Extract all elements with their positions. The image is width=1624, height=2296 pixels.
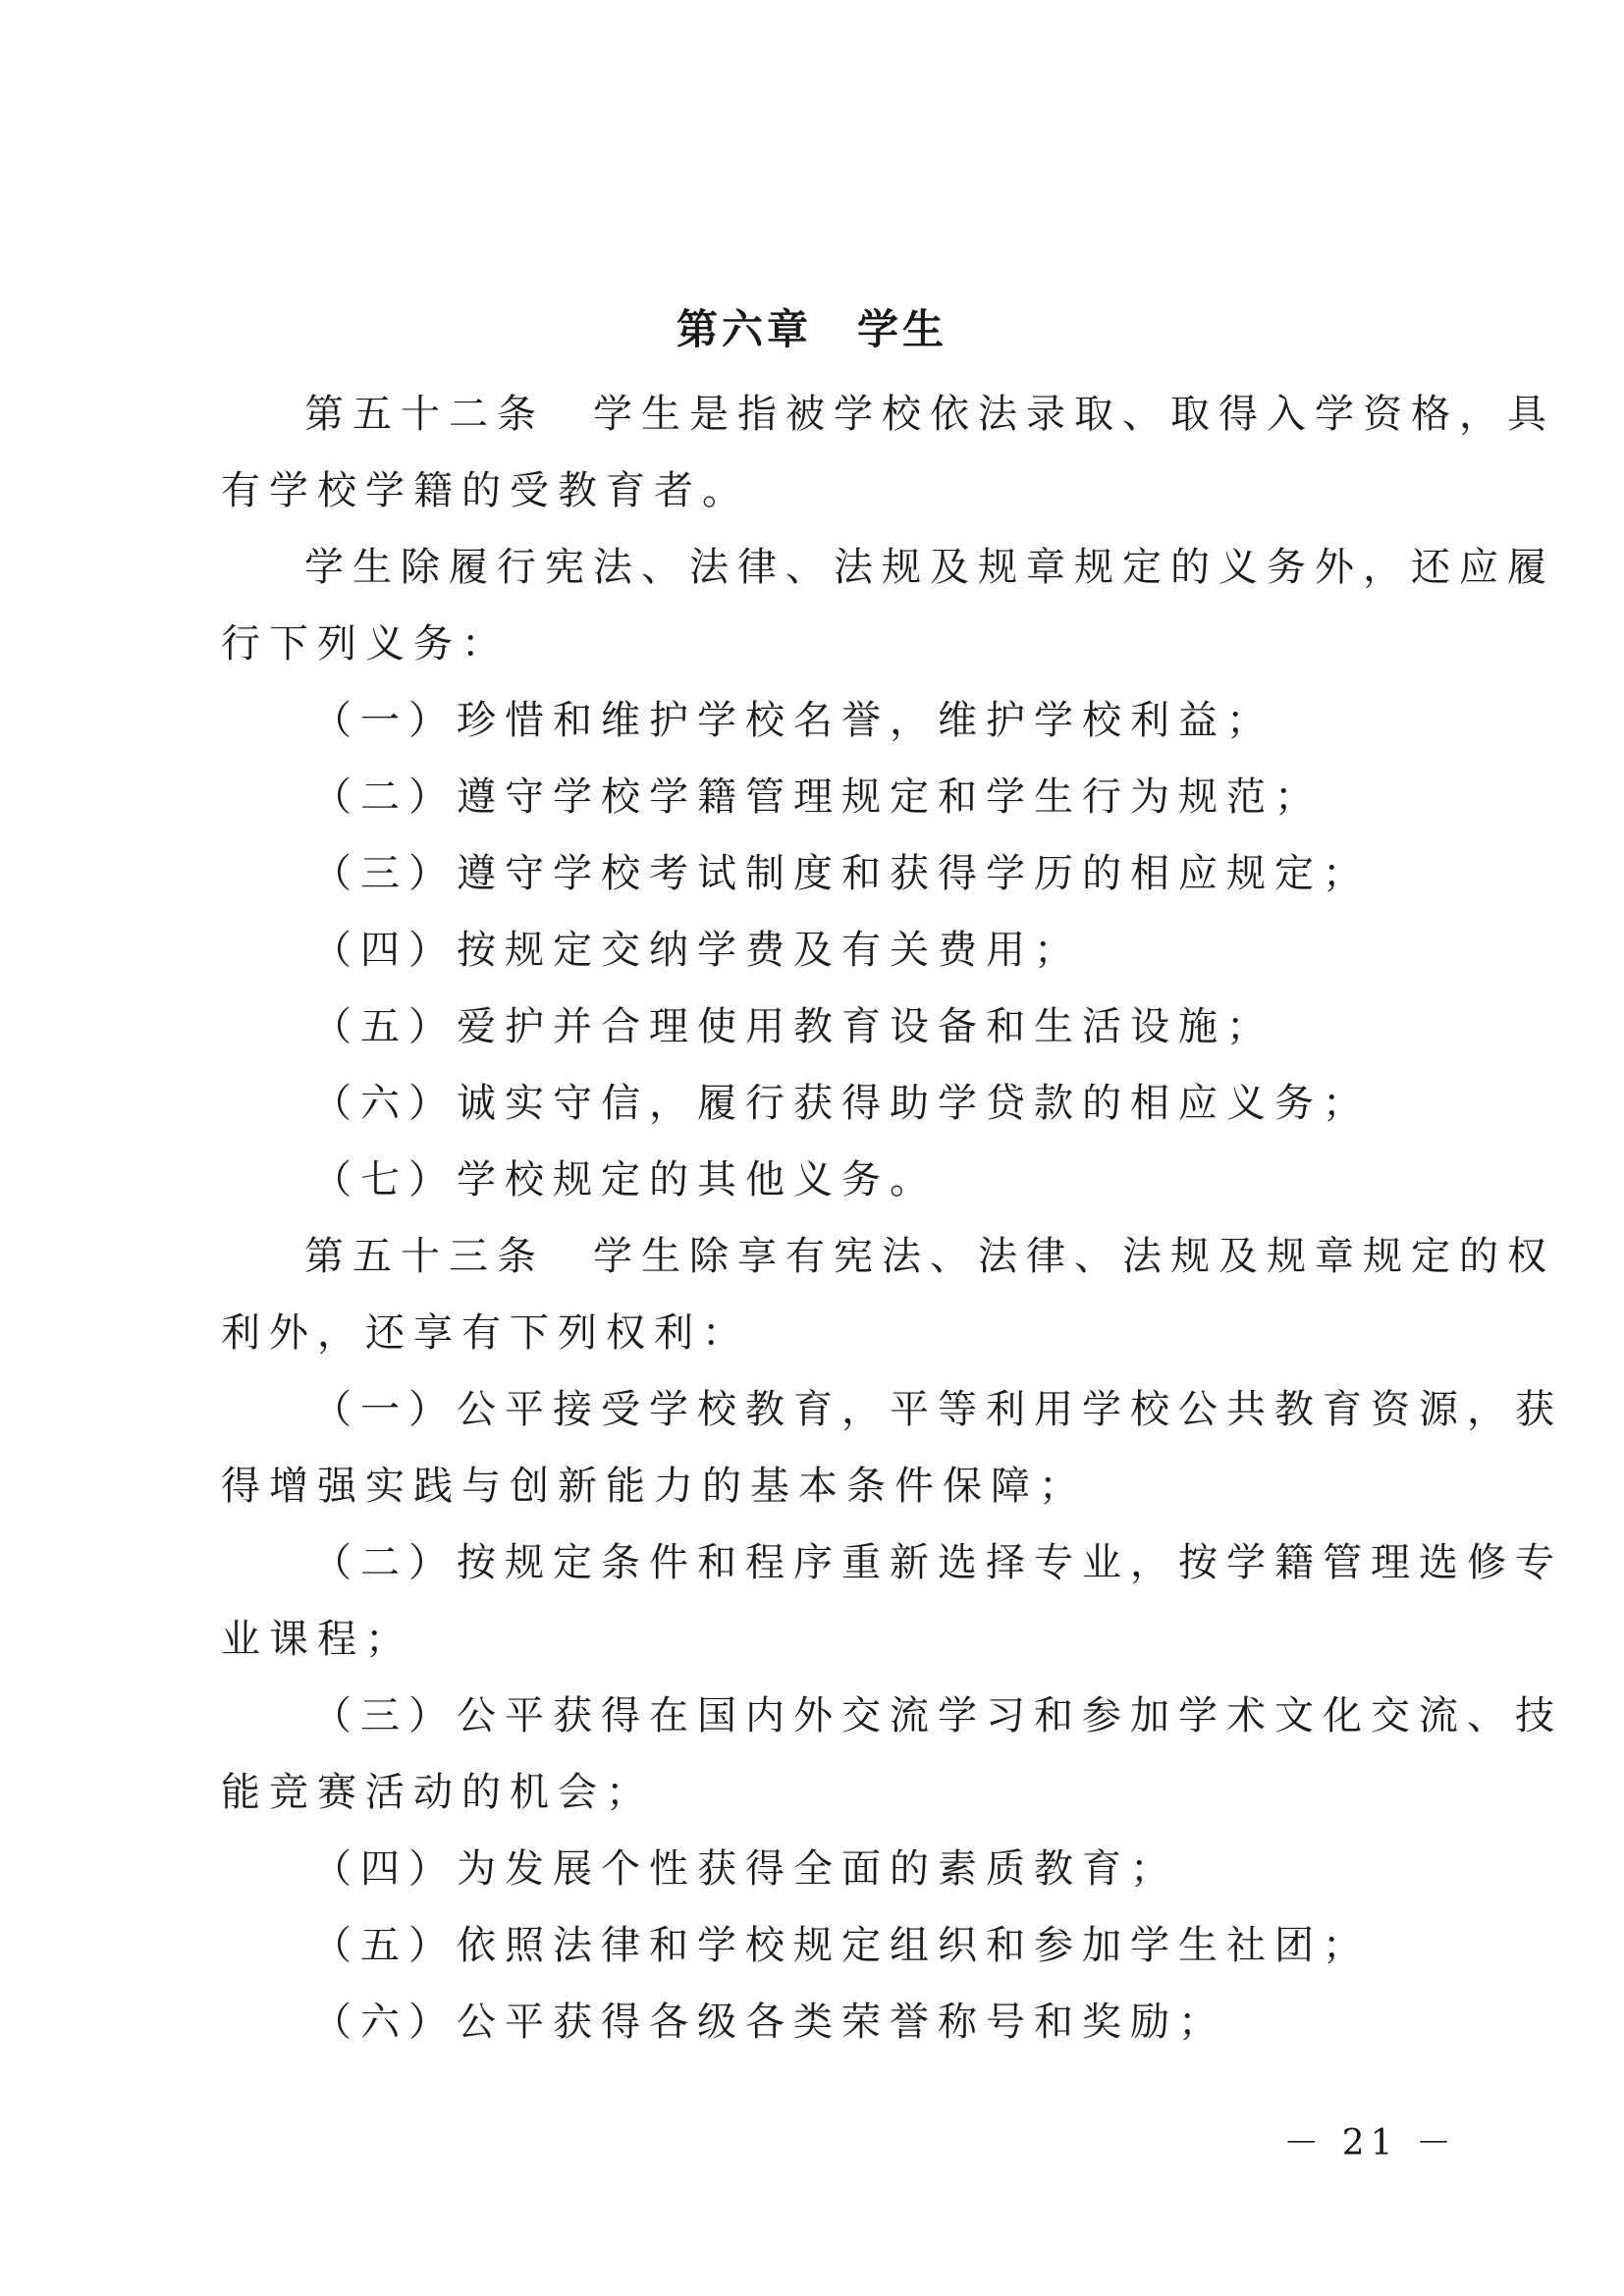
article-52-line-1: 第五十二条 学生是指被学校依法录取、取得入学资格，具: [304, 392, 1555, 437]
duty-item-7: （七）学校规定的其他义务。: [312, 1157, 938, 1202]
right-item-6: （六）公平获得各级各类荣誉称号和奖励；: [312, 2000, 1226, 2045]
right-item-2-line-2: 业课程；: [221, 1617, 413, 1662]
duty-item-1: （一）珍惜和维护学校名誉，维护学校利益；: [312, 698, 1274, 743]
right-item-2-line-1: （二）按规定条件和程序重新选择专业，按学籍管理选修专: [312, 1540, 1563, 1585]
right-item-3-line-2: 能竞赛活动的机会；: [221, 1770, 654, 1815]
page-number: － 21 －: [1283, 2123, 1457, 2163]
duty-item-6: （六）诚实守信，履行获得助学贷款的相应义务；: [312, 1081, 1371, 1126]
right-item-5: （五）依照法律和学校规定组织和参加学生社团；: [312, 1923, 1371, 1968]
article-53-line-1: 第五十三条 学生除享有宪法、法律、法规及规章规定的权: [304, 1234, 1555, 1279]
duty-item-5: （五）爱护并合理使用教育设备和生活设施；: [312, 1004, 1274, 1049]
chapter-title: 第六章 学生: [676, 305, 947, 353]
article-53-line-2: 利外，还享有下列权利：: [221, 1310, 750, 1356]
duty-item-2: （二）遵守学校学籍管理规定和学生行为规范；: [312, 774, 1323, 820]
duties-intro-line-1: 学生除履行宪法、法律、法规及规章规定的义务外，还应履: [304, 545, 1555, 590]
article-52-line-2: 有学校学籍的受教育者。: [221, 468, 750, 513]
right-item-1-line-1: （一）公平接受学校教育，平等利用学校公共教育资源，获: [312, 1387, 1563, 1432]
right-item-3-line-1: （三）公平获得在国内外交流学习和参加学术文化交流、技: [312, 1693, 1563, 1738]
duties-intro-line-2: 行下列义务：: [221, 621, 510, 667]
right-item-1-line-2: 得增强实践与创新能力的基本条件保障；: [221, 1464, 1087, 1509]
right-item-4: （四）为发展个性获得全面的素质教育；: [312, 1846, 1178, 1892]
duty-item-3: （三）遵守学校考试制度和获得学历的相应规定；: [312, 851, 1371, 896]
duty-item-4: （四）按规定交纳学费及有关费用；: [312, 928, 1082, 973]
